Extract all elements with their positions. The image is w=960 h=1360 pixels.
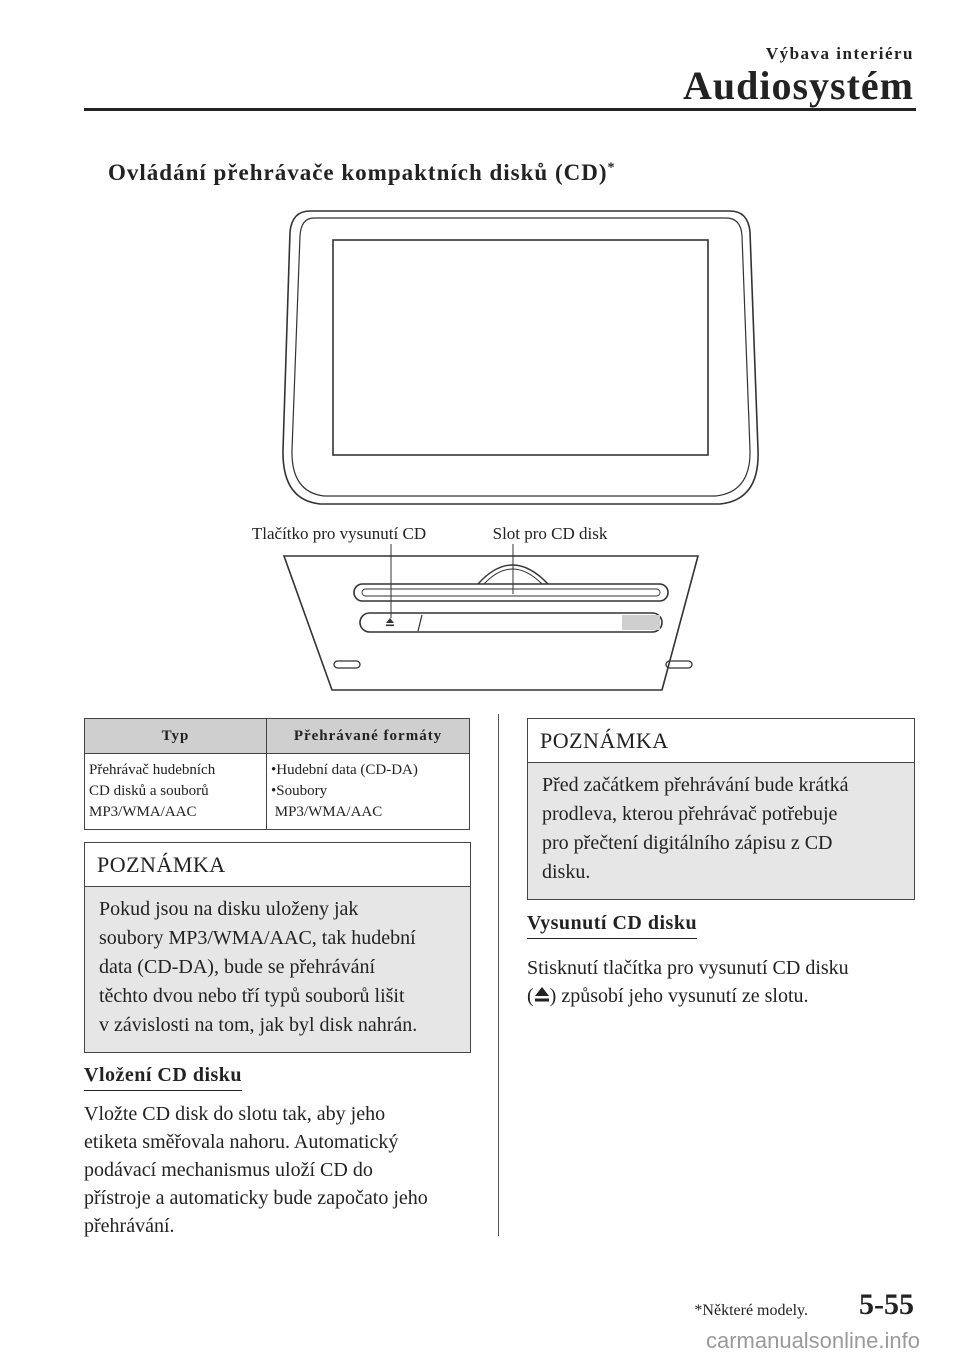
- section-title-marker: *: [607, 160, 616, 176]
- subheading-insert-cd: Vložení CD disku: [84, 1064, 242, 1091]
- table-cell-type: Přehrávač hudebních CD disků a souborů MP3/WMA/AAC: [85, 754, 267, 830]
- note-body: Pokud jsou na disku uloženy jak soubory MP3/WMA/AAC, tak hudební data (CD-DA), bude se přehrávání těchto dvou nebo tří typů souborů lišit v závislosti na tom, jak byl disk nahrán.: [85, 887, 470, 1052]
- subheading-eject-cd: Vysunutí CD disku: [527, 912, 697, 939]
- header-section: Výbava interiéru: [765, 44, 914, 63]
- note-body: Před začátkem přehrávání bude krátká prodleva, kterou přehrávač potřebuje pro přečtení digitálního zápisu z CD disku.: [528, 763, 914, 899]
- header-chapter: Audiosystém: [682, 63, 914, 108]
- section-title-text: Ovládání přehrávače kompaktních disků (CD): [108, 160, 608, 185]
- display-screen: [283, 211, 758, 504]
- label-cd-slot: Slot pro CD disk: [492, 524, 608, 543]
- page-number: 5-55: [859, 1288, 914, 1321]
- paragraph-eject-cd: Stisknutí tlačítka pro vysunutí CD disku ( ) způsobí jeho vysunutí ze slotu.: [527, 957, 849, 1007]
- watermark: carmanualsonline.info: [705, 1328, 920, 1353]
- note-box-delay: [527, 718, 915, 900]
- label-eject-button: Tlačítko pro vysunutí CD: [251, 524, 427, 543]
- table-row: [85, 754, 470, 830]
- table-header-formats: Přehrávané formáty: [267, 719, 470, 754]
- table-cell-formats: •Hudební data (CD-DA) •Soubory MP3/WMA/AAC: [267, 754, 470, 830]
- eject-icon: [386, 618, 394, 623]
- note-title: POZNÁMKA: [528, 719, 914, 763]
- note-box-formats: [84, 842, 471, 1053]
- footnote: *Některé modely.: [694, 1302, 808, 1319]
- paragraph-insert-cd: Vložte CD disk do slotu tak, aby jeho etiketa směřovala nahoru. Automatický podávací mechanismus uloží CD do přístroje a automaticky bude započato jeho přehrávání.: [84, 1103, 428, 1237]
- format-table: [84, 718, 470, 830]
- table-header-type: Typ: [85, 719, 267, 754]
- cd-unit: [284, 556, 698, 690]
- table-header-row: [85, 719, 470, 754]
- eject-button[interactable]: [386, 618, 394, 626]
- note-title: POZNÁMKA: [85, 843, 470, 887]
- column-divider: [498, 714, 499, 1236]
- eject-icon: [534, 986, 550, 1004]
